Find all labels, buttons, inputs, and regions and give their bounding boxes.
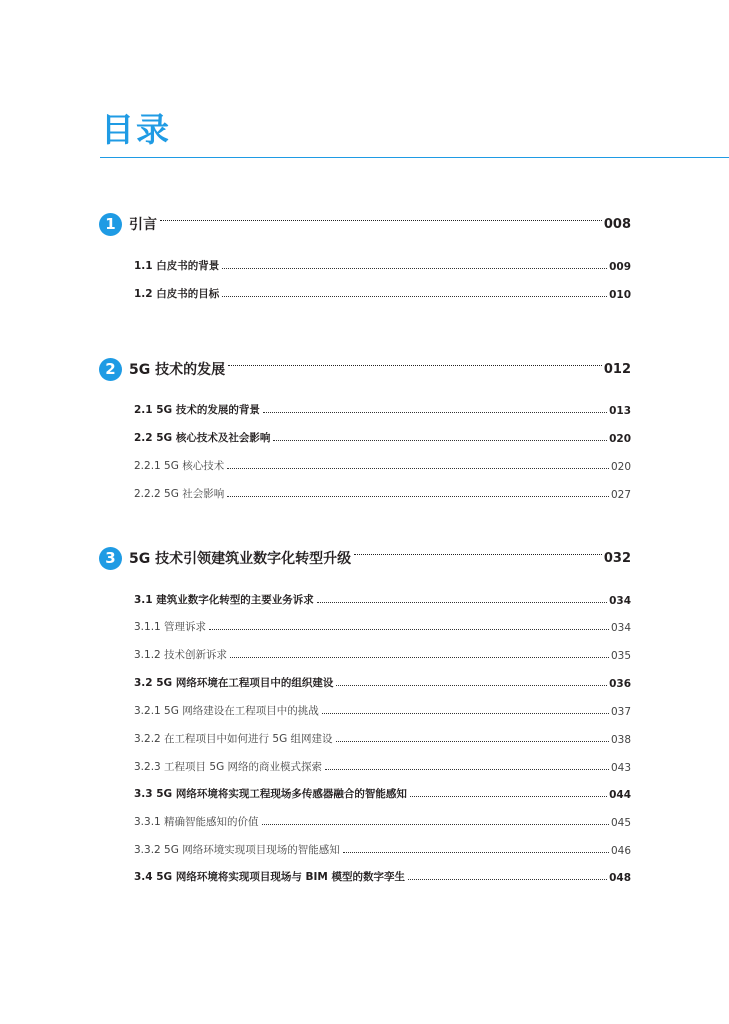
dot-leader — [263, 412, 607, 413]
entry-title: 3.3.2 5G 网络环境实现项目现场的智能感知 — [134, 844, 340, 856]
entry-page-number: 020 — [610, 461, 631, 473]
toc-entry-3-3[interactable] — [134, 781, 631, 801]
entry-title: 3.2.1 5G 网络建设在工程项目中的挑战 — [134, 705, 319, 717]
dot-leader — [222, 268, 607, 269]
dot-leader — [230, 657, 609, 658]
entry-title: 2.2.2 5G 社会影响 — [134, 488, 225, 500]
toc-chapter-2[interactable] — [99, 355, 631, 383]
entry-page-number: 027 — [610, 489, 631, 501]
chapter-number-badge: 1 — [99, 213, 122, 236]
dot-leader — [222, 296, 607, 297]
entry-page-number: 048 — [609, 872, 631, 884]
toc-entry-3-1-1[interactable] — [134, 614, 631, 634]
entry-page-number: 013 — [609, 405, 631, 417]
chapter-page-number: 008 — [603, 216, 631, 232]
entry-title: 3.2.3 工程项目 5G 网络的商业模式探索 — [134, 761, 323, 773]
entry-page-number: 036 — [609, 678, 631, 690]
dot-leader — [262, 824, 609, 825]
toc-entry-1-2[interactable] — [134, 281, 631, 301]
toc-entry-2-2[interactable] — [134, 425, 631, 445]
toc-entry-3-2-1[interactable] — [134, 698, 631, 718]
dot-leader — [343, 852, 609, 853]
dot-leader — [325, 769, 609, 770]
entry-title: 1.1 白皮书的背景 — [134, 260, 220, 272]
entry-page-number: 020 — [609, 433, 631, 445]
dot-leader — [408, 879, 607, 880]
entry-title: 3.4 5G 网络环境将实现项目现场与 BIM 模型的数字孪生 — [134, 871, 406, 883]
toc-entry-3-2[interactable] — [134, 670, 631, 690]
entry-page-number: 046 — [610, 845, 631, 857]
dot-leader — [209, 629, 609, 630]
dot-leader — [227, 496, 609, 497]
dot-leader — [354, 554, 602, 555]
toc-entry-3-1-2[interactable] — [134, 642, 631, 662]
entry-title: 3.3 5G 网络环境将实现工程现场多传感器融合的智能感知 — [134, 788, 407, 800]
entry-title: 3.2 5G 网络环境在工程项目中的组织建设 — [134, 677, 334, 689]
toc-chapter-1[interactable] — [99, 210, 631, 238]
entry-title: 3.1 建筑业数字化转型的主要业务诉求 — [134, 594, 314, 606]
dot-leader — [228, 365, 602, 366]
toc-entry-3-4[interactable] — [134, 864, 631, 884]
dot-leader — [336, 685, 607, 686]
chapter-page-number: 032 — [603, 550, 631, 566]
toc-entry-2-2-2[interactable] — [134, 481, 631, 501]
chapter-title: 5G 技术的发展 — [129, 362, 226, 378]
entry-page-number: 037 — [610, 706, 631, 718]
entry-title: 2.1 5G 技术的发展的背景 — [134, 404, 260, 416]
toc-entry-3-3-1[interactable] — [134, 809, 631, 829]
dot-leader — [160, 220, 602, 221]
entry-title: 2.2.1 5G 核心技术 — [134, 460, 225, 472]
toc-chapter-3[interactable] — [99, 544, 631, 572]
entry-page-number: 038 — [610, 734, 631, 746]
entry-page-number: 034 — [610, 622, 631, 634]
entry-title: 1.2 白皮书的目标 — [134, 288, 220, 300]
entry-page-number: 043 — [610, 762, 631, 774]
entry-page-number: 044 — [609, 789, 631, 801]
entry-page-number: 034 — [609, 595, 631, 607]
toc-entry-3-2-3[interactable] — [134, 754, 631, 774]
toc-entry-2-1[interactable] — [134, 397, 631, 417]
entry-page-number: 009 — [609, 261, 631, 273]
chapter-number-badge: 2 — [99, 358, 122, 381]
entry-page-number: 035 — [610, 650, 631, 662]
toc-entry-3-3-2[interactable] — [134, 837, 631, 857]
chapter-page-number: 012 — [603, 361, 631, 377]
dot-leader — [317, 602, 607, 603]
entry-title: 3.1.1 管理诉求 — [134, 621, 207, 633]
chapter-title: 5G 技术引领建筑业数字化转型升级 — [129, 551, 352, 567]
dot-leader — [336, 741, 609, 742]
toc-entry-3-1[interactable] — [134, 587, 631, 607]
dot-leader — [273, 440, 607, 441]
toc-entry-3-2-2[interactable] — [134, 726, 631, 746]
page-title: 目录 — [101, 110, 171, 149]
entry-title: 2.2 5G 核心技术及社会影响 — [134, 432, 271, 444]
entry-title: 3.1.2 技术创新诉求 — [134, 649, 228, 661]
entry-title: 3.2.2 在工程项目中如何进行 5G 组网建设 — [134, 733, 333, 745]
entry-page-number: 045 — [610, 817, 631, 829]
dot-leader — [410, 796, 607, 797]
chapter-number-badge: 3 — [99, 547, 122, 570]
title-divider — [100, 157, 729, 158]
toc-entry-2-2-1[interactable] — [134, 453, 631, 473]
entry-page-number: 010 — [609, 289, 631, 301]
dot-leader — [322, 713, 609, 714]
chapter-title: 引言 — [129, 217, 157, 233]
toc-entry-1-1[interactable] — [134, 253, 631, 273]
dot-leader — [227, 468, 609, 469]
entry-title: 3.3.1 精确智能感知的价值 — [134, 816, 259, 828]
